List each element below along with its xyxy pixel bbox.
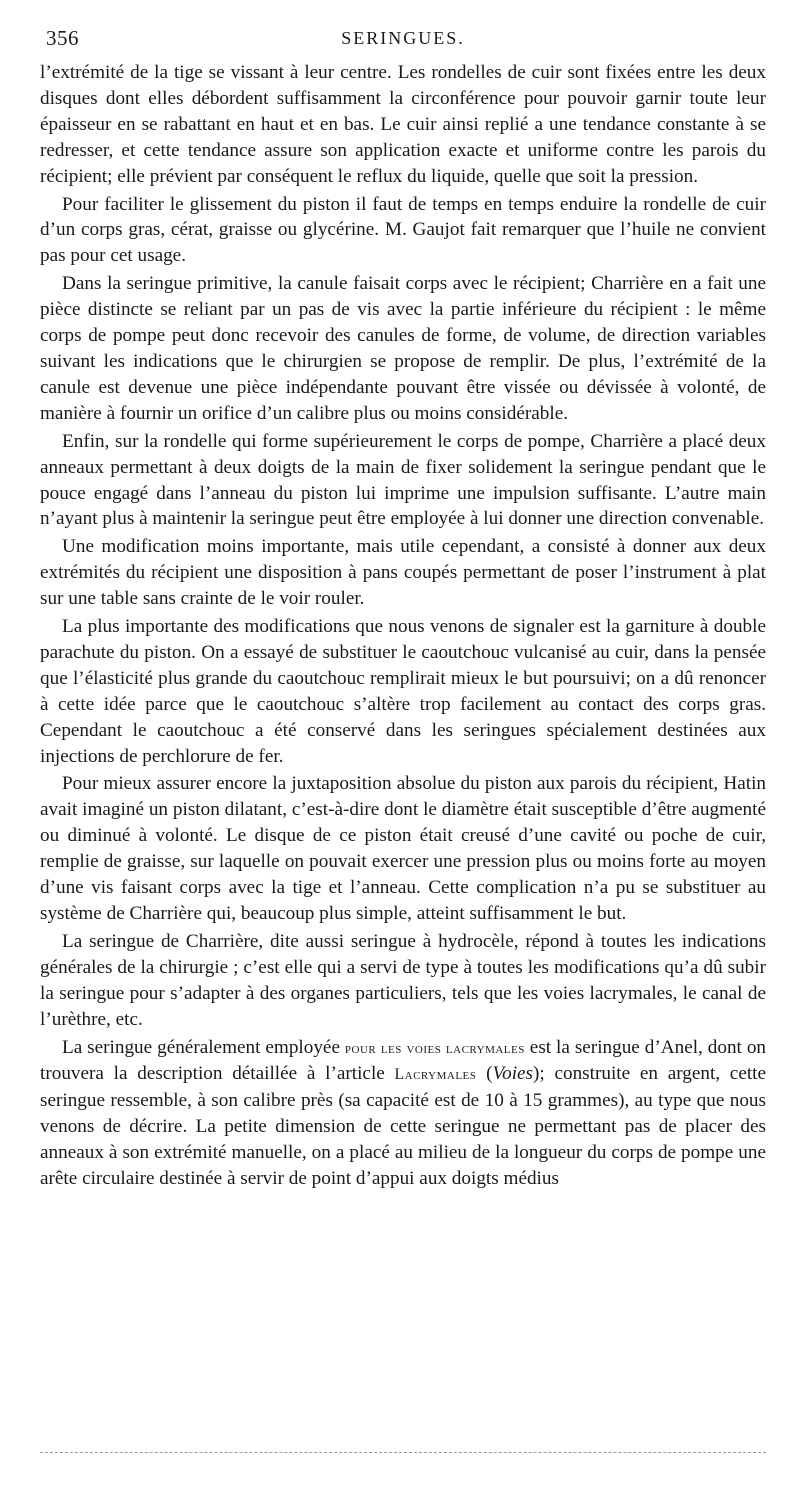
paragraph-4: Enfin, sur la rondelle qui forme supérieurement le corps de pompe, Charrière a placé deux anneaux permettant à deux doigts de la main de fixer solidement la seringue pendant que le pouce engagé dans l’anneau du piston lui imprime une impulsion suffisante. L’autre main n’ayant plus à maintenir la seringue peut être employée à lui donner une direction convenable. <box>40 430 766 530</box>
running-title: SERINGUES. <box>341 28 465 48</box>
paren-open: ( <box>476 1063 493 1085</box>
paragraph-8: La seringue de Charrière, dite aussi seringue à hydrocèle, répond à toutes les indications générales de la chirurgie ; c’est elle qui a servi de type à toutes les modifications qu’a dû subir la seringue pour s’adapter à des organes particuliers, tels que les voies lacrymales, le canal de l’urèthre, etc. <box>40 930 766 1030</box>
paragraph-9-start: La seringue généralement employée <box>62 1036 340 1058</box>
paragraph-9 <box>40 1035 766 1192</box>
paragraph-3: Dans la seringue primitive, la canule faisait corps avec le récipient; Charrière en a fait une pièce distincte se reliant par un pas de vis avec la partie inférieure du récipient : le même corps de pompe peut donc recevoir des canules de forme, de volume, de direction variables suivant les indications que le chirurgien se propose de remplir. De plus, l’extrémité de la canule est devenue une pièce indépendante pouvant être vissée ou dévissée à volonté, de manière à fournir un orifice d’un calibre plus ou moins considérable. <box>40 273 766 424</box>
page-number: 356 <box>46 26 79 50</box>
paragraph-6: La plus importante des modifications que nous venons de signaler est la garniture à double parachute du piston. On a essayé de substituer le caoutchouc vulcanisé au cuir, dans la pensée que l’élasticité plus grande du caoutchouc remplirait mieux le but poursuivi; on a dû renoncer à cette idée parce que le caoutchouc s’altère trop facilement au contact des corps gras. Cependant le caoutchouc a été conservé dans les seringues spécialement destinées aux injections de perchlorure de fer. <box>40 616 766 767</box>
smallcaps-voies-lacrymales: pour les voies lacrymales <box>344 1039 525 1057</box>
article-reference-voies: Voies <box>492 1063 534 1085</box>
paragraph-1: l’extrémité de la tige se vissant à leur centre. Les rondelles de cuir sont fixées entre les deux disques dont elles débordent suffisamment la circonférence pour pouvoir garnir toute leur épaisseur en se rabattant en haut et en bas. Le cuir ainsi replié a une tendance constante à se redresser, et cette tendance assure son application exacte et uniforme contre les parois du récipient; elle prévient par conséquent le reflux du liquide, quelle que soit la pression. <box>40 62 766 187</box>
paragraph-2: Pour faciliter le glissement du piston il faut de temps en temps enduire la rondelle de cuir d’un corps gras, cérat, graisse ou glycérine. M. Gaujot fait remarquer que l’huile ne convient pas pour cet usage. <box>40 193 766 267</box>
footer-rule <box>40 1452 766 1453</box>
paragraph-5: Une modification moins importante, mais utile cependant, a consisté à donner aux deux extrémités du récipient une disposition à pans coupés permettant de poser l’instrument à plat sur une table sans crainte de le voir rouler. <box>40 536 766 610</box>
paragraph-9-middle: est la seringue d’Anel, dont on trouvera la description détaillée à l’article <box>40 1036 767 1085</box>
article-reference-lacrymales: Lacrymales <box>394 1066 477 1084</box>
paragraph-9-end: ); construite en argent, cette seringue ressemble, à son calibre près (sa capacité est de 10 à 15 grammes), au type que nous venons de décrire. La petite dimension de cette seringue ne permettant pas de placer des anneaux à son extrémité manuelle, on a placé au milieu de la longueur du corps de pompe une arête circulaire destinée à servir de point d’appui aux doigts médius <box>40 1063 767 1190</box>
paragraph-7: Pour mieux assurer encore la juxtaposition absolue du piston aux parois du récipient, Hatin avait imaginé un piston dilatant, c’est-à-dire dont le diamètre était susceptible d’être augmenté ou diminué à volonté. Le disque de ce piston était creusé d’une cavité ou poche de cuir, remplie de graisse, sur laquelle on pouvait exercer une pression plus ou moins forte au moyen d’une vis faisant corps avec la tige et l’anneau. Cette complication n’a pu se substituer au système de Charrière qui, beaucoup plus simple, atteint suffisamment le but. <box>40 773 766 924</box>
page-header <box>40 0 766 56</box>
body-text <box>40 60 766 1192</box>
book-page <box>40 0 766 1494</box>
